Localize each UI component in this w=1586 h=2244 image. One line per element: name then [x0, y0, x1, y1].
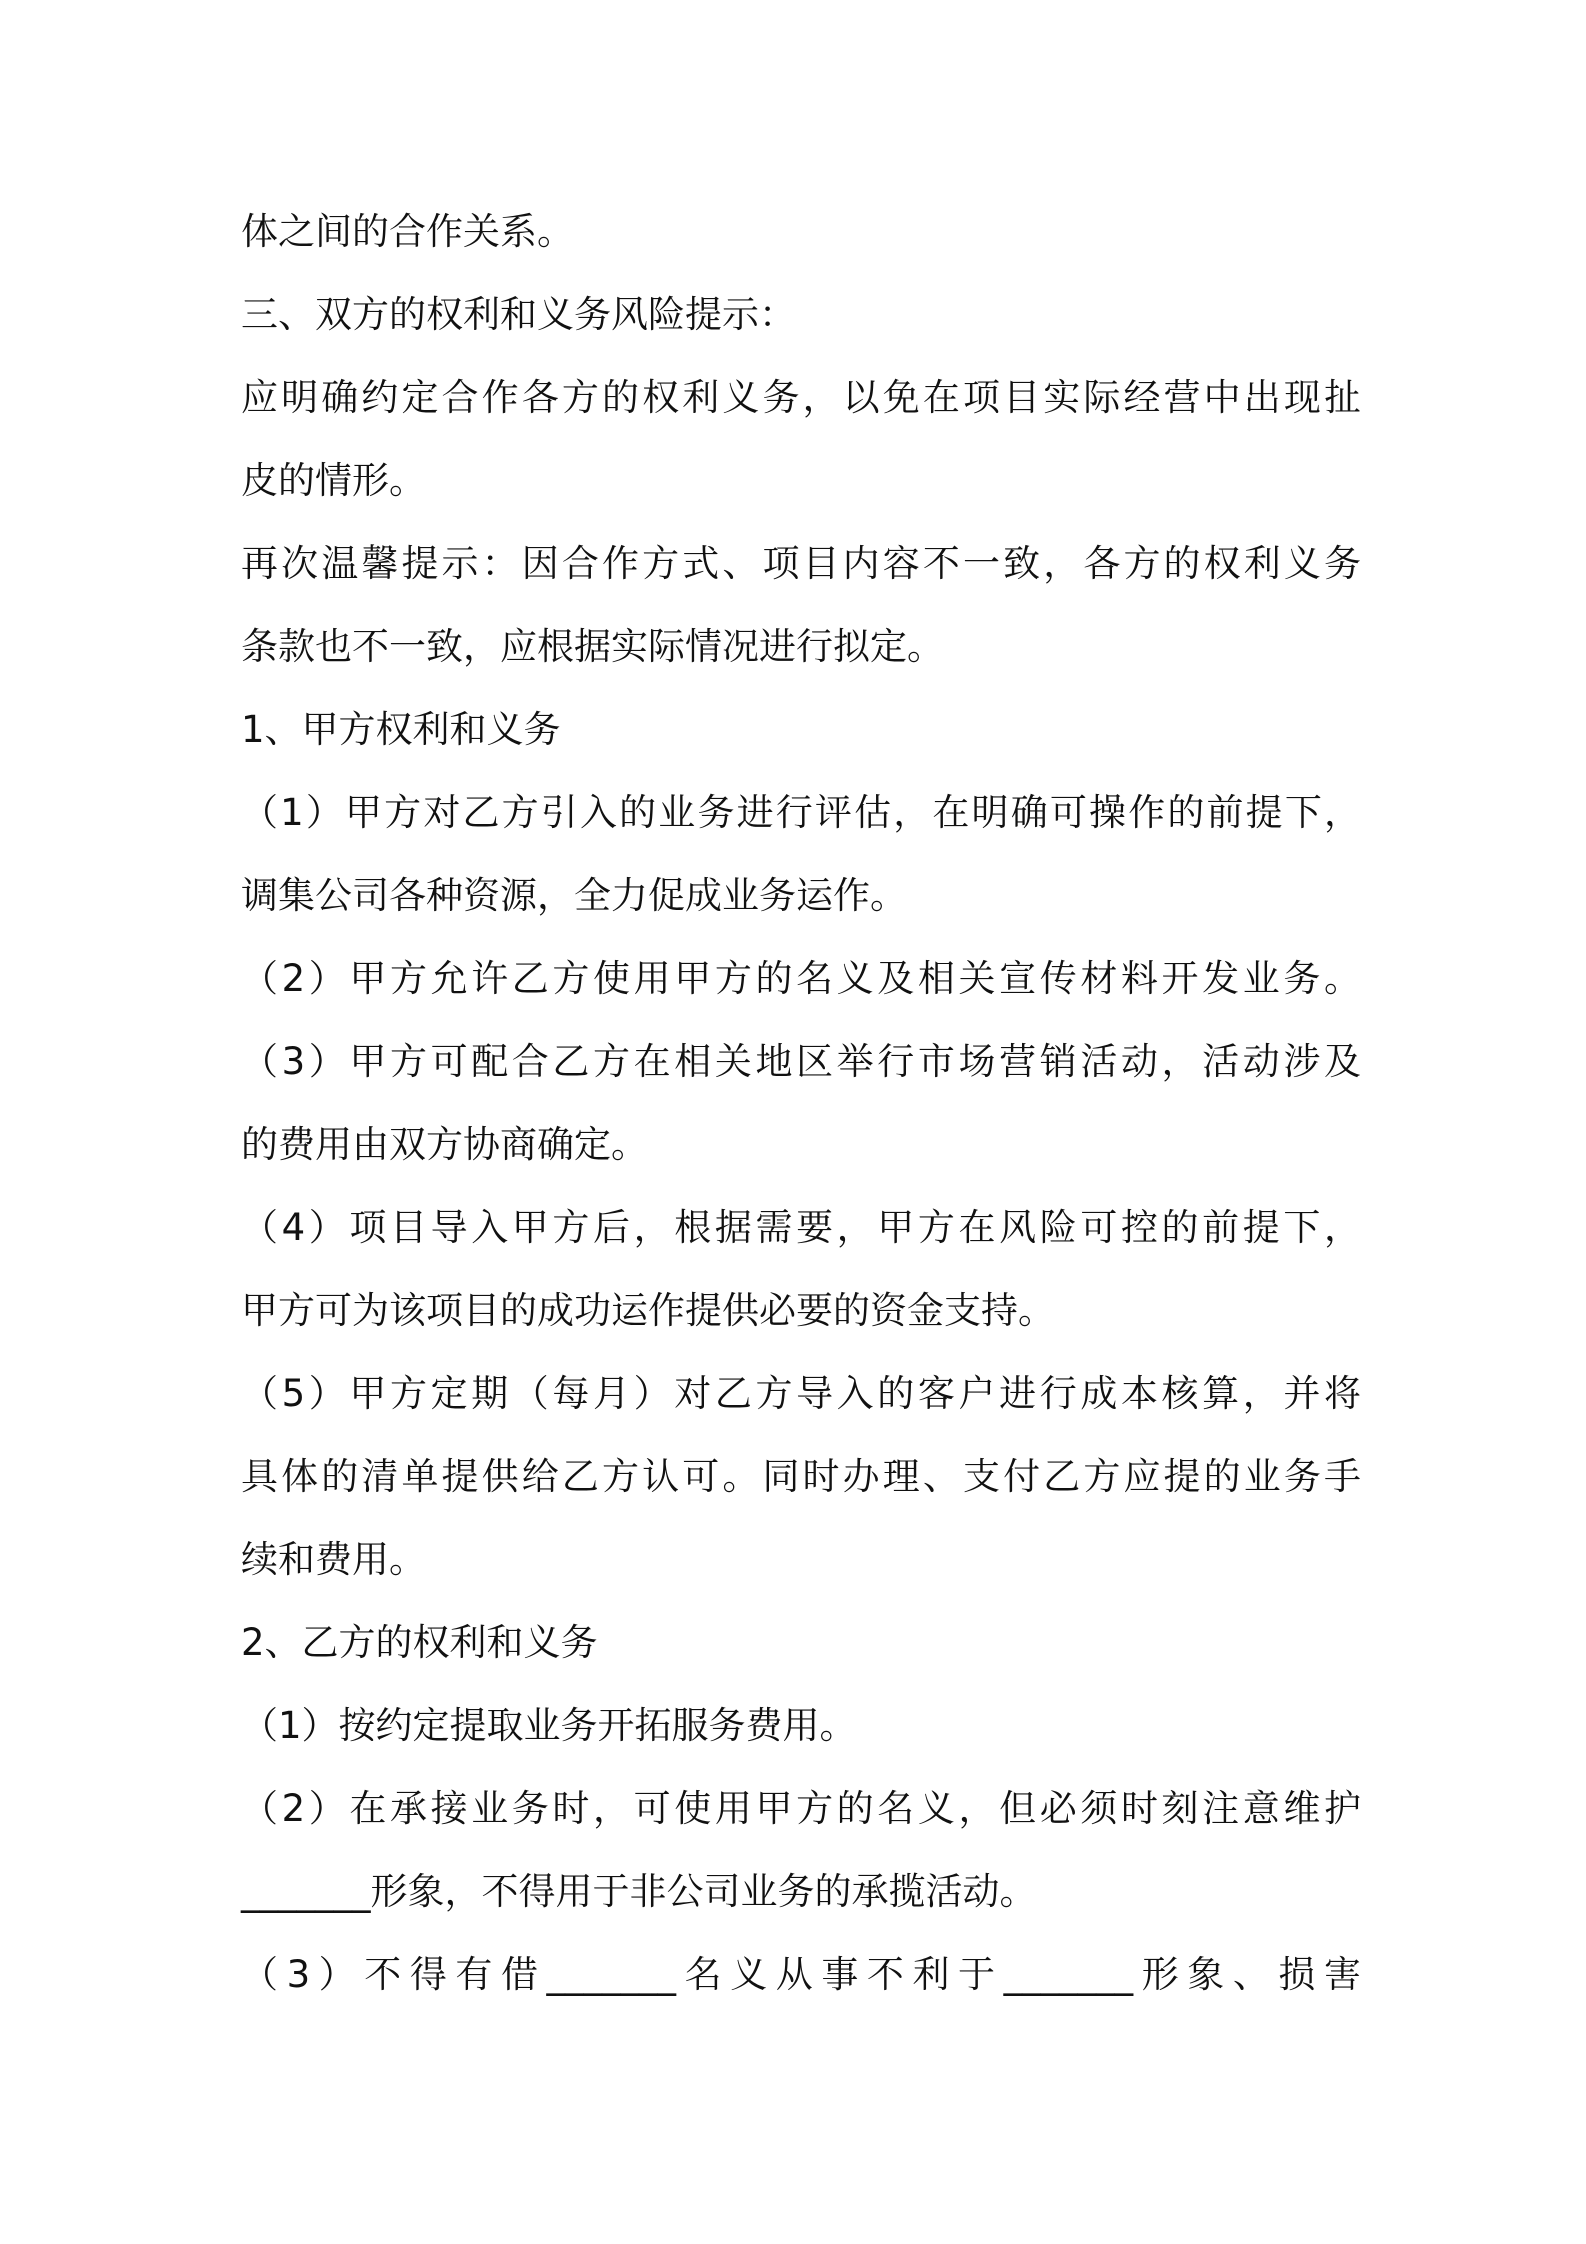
- section-heading: 三、双方的权利和义务风险提示：: [241, 293, 796, 336]
- text-line: 甲方可为该项目的成功运作提供必要的资金支持。: [241, 1289, 1055, 1332]
- text-line: （4）项目导入甲方后，根据需要，甲方在风险可控的前提下，: [241, 1206, 1361, 1249]
- text-line: 条款也不一致，应根据实际情况进行拟定。: [241, 625, 944, 668]
- text-line: 续和费用。: [241, 1538, 426, 1581]
- text-line: （2）甲方允许乙方使用甲方的名义及相关宣传材料开发业务。: [241, 957, 1361, 1000]
- text-line: （1）按约定提取业务开拓服务费用。: [241, 1704, 857, 1747]
- text-line: （3）不得有借_______名义从事不利于_______形象、损害: [241, 1953, 1361, 1996]
- text-line: 皮的情形。: [241, 459, 426, 502]
- text-line: 的费用由双方协商确定。: [241, 1123, 648, 1166]
- text-line: 体之间的合作关系。: [241, 210, 574, 253]
- text-line: _______形象，不得用于非公司业务的承揽活动。: [241, 1870, 1037, 1913]
- text-line: 再次温馨提示：因合作方式、项目内容不一致，各方的权利义务: [241, 542, 1361, 585]
- text-line: 调集公司各种资源，全力促成业务运作。: [241, 874, 907, 917]
- text-line: （3）甲方可配合乙方在相关地区举行市场营销活动，活动涉及: [241, 1040, 1361, 1083]
- subsection-heading: 2、乙方的权利和义务: [241, 1621, 598, 1664]
- text-line: 具体的清单提供给乙方认可。同时办理、支付乙方应提的业务手: [241, 1455, 1361, 1498]
- subsection-heading: 1、甲方权利和义务: [241, 708, 561, 751]
- text-line: （5）甲方定期（每月）对乙方导入的客户进行成本核算，并将: [241, 1372, 1361, 1415]
- text-line: （2）在承接业务时，可使用甲方的名义，但必须时刻注意维护: [241, 1787, 1361, 1830]
- document-body: [241, 190, 1361, 2016]
- text-line: （1）甲方对乙方引入的业务进行评估，在明确可操作的前提下，: [241, 791, 1361, 834]
- text-line: 应明确约定合作各方的权利义务，以免在项目实际经营中出现扯: [241, 376, 1361, 419]
